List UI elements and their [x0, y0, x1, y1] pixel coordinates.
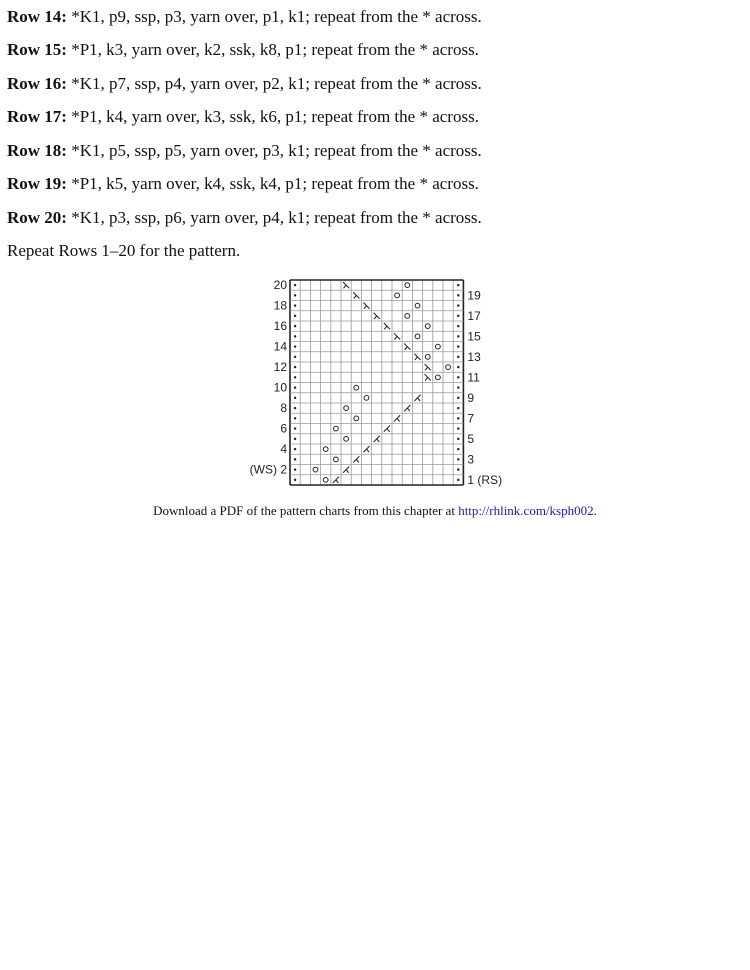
ssk-symbol [353, 292, 359, 298]
yarn-over-symbol [344, 436, 349, 441]
purl-dot [294, 345, 296, 347]
row-label: Row 20: [7, 208, 67, 227]
yarn-over-symbol [334, 426, 339, 431]
chart-row-label-left: 14 [273, 339, 287, 354]
yarn-over-symbol [344, 406, 349, 411]
yarn-over-symbol [354, 416, 359, 421]
row-19 [7, 174, 479, 194]
row-label: Row 19: [7, 174, 67, 193]
chart-row-label-left: 20 [273, 278, 287, 293]
purl-dot [294, 315, 296, 317]
yarn-over-symbol [323, 477, 328, 482]
purl-dot [457, 315, 459, 317]
yarn-over-symbol [334, 457, 339, 462]
chart-row-label-right: 1 (RS) [467, 472, 503, 487]
k2tog-symbol [394, 415, 400, 421]
k2tog-symbol [404, 405, 410, 411]
row-label: Row 17: [7, 107, 67, 126]
row-label: Row 15: [7, 40, 67, 59]
chart-svg [244, 276, 514, 492]
chart-row-label-left: 4 [280, 442, 287, 457]
purl-dot [294, 458, 296, 460]
ssk-symbol [394, 333, 400, 339]
chart-row-label-left: (WS) 2 [249, 462, 287, 477]
purl-dot [457, 335, 459, 337]
row-18 [7, 141, 482, 161]
yarn-over-symbol [313, 467, 318, 472]
row-label: Row 14: [7, 7, 67, 26]
purl-dot [457, 448, 459, 450]
row-label: Row 16: [7, 74, 67, 93]
yarn-over-symbol [425, 354, 430, 359]
purl-dot [457, 468, 459, 470]
row-16 [7, 74, 482, 94]
yarn-over-symbol [446, 365, 451, 370]
purl-dot [294, 438, 296, 440]
yarn-over-symbol [415, 334, 420, 339]
purl-dot [457, 376, 459, 378]
chart-row-label-left: 16 [273, 319, 287, 334]
row-label: Row 18: [7, 141, 67, 160]
row-instruction: *K1, p9, ssp, p3, yarn over, p1, k1; repeat from the * across. [66, 7, 482, 26]
caption-prefix: Download a PDF of the pattern charts from this chapter at [153, 503, 459, 518]
ssk-symbol [414, 354, 420, 360]
chart-row-label-left: 6 [280, 421, 287, 436]
k2tog-symbol [333, 477, 339, 483]
purl-dot [457, 438, 459, 440]
purl-dot [294, 397, 296, 399]
row-instruction: *K1, p7, ssp, p4, yarn over, p2, k1; repeat from the * across. [66, 74, 482, 93]
k2tog-symbol [414, 395, 420, 401]
row-instruction: *K1, p3, ssp, p6, yarn over, p4, k1; repeat from the * across. [66, 208, 482, 227]
purl-dot [457, 304, 459, 306]
row-instruction: *P1, k3, yarn over, k2, ssk, k8, p1; repeat from the * across. [66, 40, 479, 59]
purl-dot [294, 407, 296, 409]
k2tog-symbol [384, 426, 390, 432]
yarn-over-symbol [323, 447, 328, 452]
purl-dot [294, 427, 296, 429]
purl-dot [457, 325, 459, 327]
ssk-symbol [374, 313, 380, 319]
ssk-symbol [425, 374, 431, 380]
chart-row-label-right: 11 [467, 370, 480, 385]
repeat-note: Repeat Rows 1–20 for the pattern. [7, 241, 241, 260]
k2tog-symbol [353, 456, 359, 462]
purl-dot [457, 294, 459, 296]
row-instruction: *P1, k4, yarn over, k3, ssk, k6, p1; repeat from the * across. [66, 107, 479, 126]
pdf-link[interactable]: http://rhlink.com/ksph002 [458, 503, 594, 518]
chart-row-label-right: 17 [467, 308, 481, 323]
chart-row-label-right: 15 [467, 329, 481, 344]
purl-dot [457, 356, 459, 358]
ssp-symbol [425, 364, 431, 370]
chart-row-label-right: 7 [467, 411, 475, 426]
purl-dot [294, 356, 296, 358]
ssp-symbol [404, 344, 410, 350]
chart-row-label-right: 13 [467, 349, 481, 364]
purl-dot [457, 386, 459, 388]
yarn-over-symbol [405, 283, 410, 288]
yarn-over-symbol [405, 313, 410, 318]
purl-dot [294, 294, 296, 296]
chart-row-label-left: 18 [273, 298, 287, 313]
k2tog-symbol [363, 446, 369, 452]
yarn-over-symbol [436, 344, 441, 349]
ssp-symbol [343, 282, 349, 288]
purl-dot [294, 386, 296, 388]
purl-dot [457, 284, 459, 286]
row-instruction: *K1, p5, ssp, p5, yarn over, p3, k1; repeat from the * across. [66, 141, 482, 160]
ssp-symbol [363, 303, 369, 309]
purl-dot [294, 304, 296, 306]
purl-dot [294, 335, 296, 337]
purl-dot [294, 468, 296, 470]
purl-dot [457, 458, 459, 460]
purl-dot [457, 427, 459, 429]
row-20 [7, 208, 482, 228]
row-instruction: *P1, k5, yarn over, k4, ssk, k4, p1; repeat from the * across. [66, 174, 479, 193]
purl-dot [294, 366, 296, 368]
purl-dot [294, 284, 296, 286]
purl-dot [294, 479, 296, 481]
chart-row-label-right: 19 [467, 288, 481, 303]
download-caption [0, 503, 750, 519]
purl-dot [294, 325, 296, 327]
chart-row-label-left: 12 [273, 360, 287, 375]
purl-dot [457, 397, 459, 399]
purl-dot [294, 448, 296, 450]
purl-dot [457, 417, 459, 419]
yarn-over-symbol [364, 395, 369, 400]
purl-dot [457, 345, 459, 347]
chart-row-label-right: 3 [467, 452, 475, 467]
purl-dot [457, 479, 459, 481]
chart-row-label-right: 5 [467, 431, 475, 446]
row-14 [7, 7, 482, 27]
purl-dot [294, 417, 296, 419]
caption-suffix: . [593, 503, 597, 518]
purl-dot [457, 407, 459, 409]
chart-row-label-left: 8 [280, 401, 287, 416]
row-17 [7, 107, 479, 127]
ssp-symbol [384, 323, 390, 329]
purl-dot [457, 366, 459, 368]
yarn-over-symbol [425, 324, 430, 329]
yarn-over-symbol [436, 375, 441, 380]
yarn-over-symbol [354, 385, 359, 390]
row-15 [7, 40, 479, 60]
chart-row-label-right: 9 [467, 390, 475, 405]
purl-dot [294, 376, 296, 378]
yarn-over-symbol [415, 303, 420, 308]
chart-row-label-left: 10 [273, 380, 287, 395]
pattern-chart [244, 276, 514, 492]
yarn-over-symbol [395, 293, 400, 298]
k2tog-symbol [343, 467, 349, 473]
k2tog-symbol [374, 436, 380, 442]
